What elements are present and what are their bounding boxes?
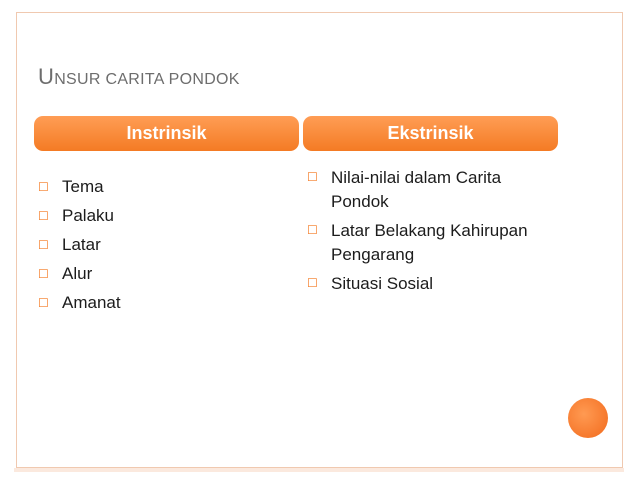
title-rest: NSUR CARITA PONDOK [54,71,240,88]
checkbox-bullet-icon: ☐ [38,209,49,223]
list-item [38,288,278,317]
list-item [307,272,557,296]
list-item [38,230,278,259]
list-item-text: Tema [62,177,104,196]
bottom-edge-strip [14,468,624,472]
title-initial: U [38,64,55,89]
slide-title [38,66,240,88]
checkbox-bullet-icon: ☐ [38,238,49,252]
list-item [307,166,557,214]
list-item [38,201,278,230]
list-item-text: Nilai-nilai dalam Carita Pondok [331,168,502,211]
header-ekstrinsik: Ekstrinsik [303,116,558,151]
checkbox-bullet-icon: ☐ [38,180,49,194]
list-item [307,219,557,267]
header-instrinsik: Instrinsik [34,116,299,151]
list-item-text: Latar Belakang Kahirupan Pengarang [331,221,528,264]
checkbox-bullet-icon: ☐ [307,223,318,237]
checkbox-bullet-icon: ☐ [38,267,49,281]
checkbox-bullet-icon: ☐ [307,170,318,184]
ekstrinsik-list [307,166,557,301]
list-item-text: Alur [62,264,93,283]
list-item-text: Palaku [62,206,114,225]
decorative-circle [568,398,608,438]
list-item [38,259,278,288]
instrinsik-list [38,172,278,317]
list-item-text: Latar [62,235,101,254]
checkbox-bullet-icon: ☐ [307,276,318,290]
list-item [38,172,278,201]
list-item-text: Situasi Sosial [331,274,434,293]
checkbox-bullet-icon: ☐ [38,296,49,310]
list-item-text: Amanat [62,293,121,312]
